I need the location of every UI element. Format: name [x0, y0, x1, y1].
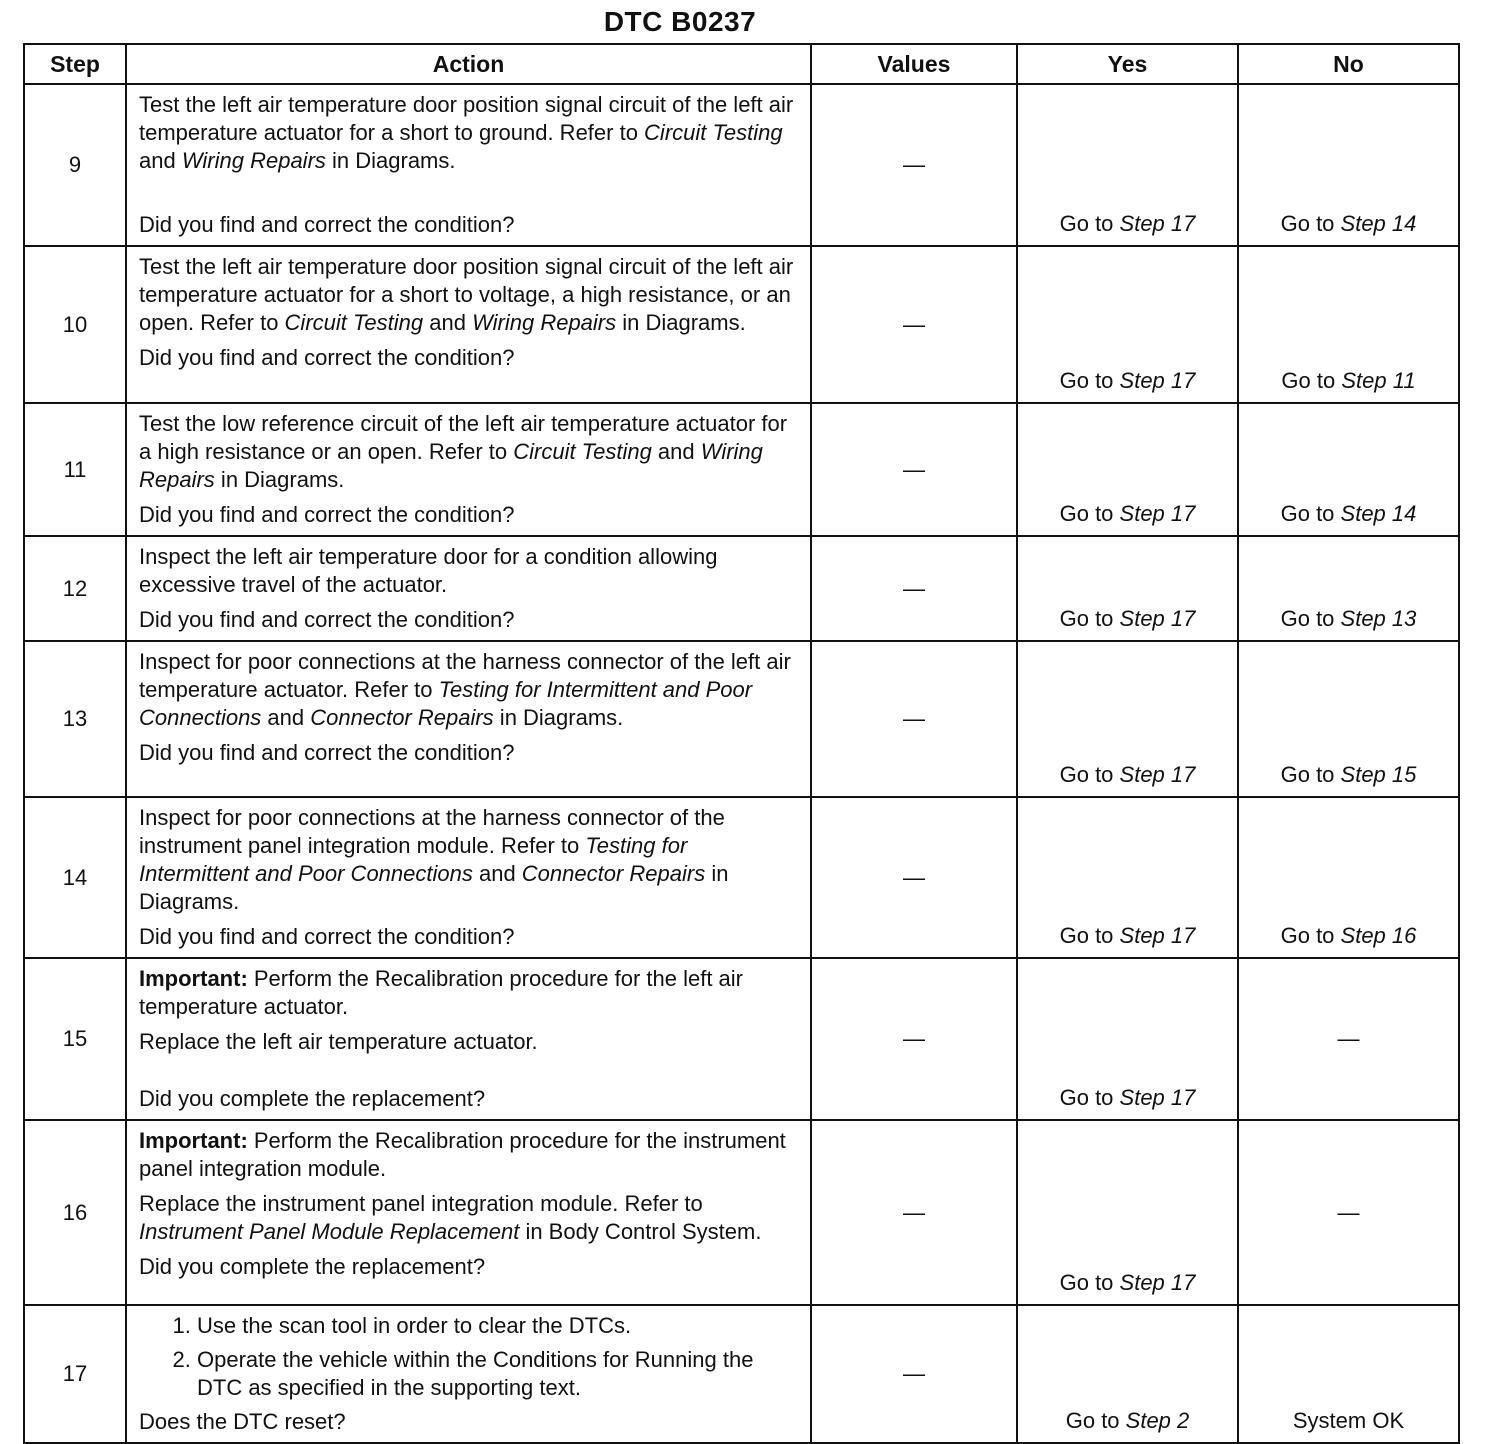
- no-cell: Go to Step 15: [1238, 641, 1459, 797]
- values-cell: —: [811, 1305, 1017, 1443]
- action-text: Inspect for poor connections at the harness connector of the left air temperature actuator. Refer to Testing for Intermittent and Poor Connections and Connector Repairs in Diagrams.: [139, 649, 791, 730]
- no-cell: Go to Step 14: [1238, 403, 1459, 536]
- action-cell: [126, 641, 811, 797]
- action-cell: [126, 797, 811, 958]
- table-row: [24, 958, 1459, 1120]
- action-text: Replace the instrument panel integration module. Refer to Instrument Panel Module Replacement in Body Control System.: [139, 1191, 762, 1244]
- action-text: Replace the left air temperature actuator.: [139, 1029, 538, 1054]
- no-cell: —: [1238, 1120, 1459, 1305]
- step-number: 12: [24, 536, 126, 641]
- table-row: [24, 797, 1459, 958]
- table-row: [24, 84, 1459, 246]
- header-step: Step: [24, 44, 126, 84]
- yes-cell: Go to Step 2: [1017, 1305, 1238, 1443]
- step-number: 10: [24, 246, 126, 403]
- step-number: 14: [24, 797, 126, 958]
- yes-cell: Go to Step 17: [1017, 84, 1238, 246]
- table-row: [24, 536, 1459, 641]
- header-values: Values: [811, 44, 1017, 84]
- step-number: 15: [24, 958, 126, 1120]
- list-item: 1. Use the scan tool in order to clear the DTCs.: [197, 1312, 800, 1340]
- action-cell: [126, 84, 811, 246]
- yes-cell: Go to Step 17: [1017, 958, 1238, 1120]
- table-row: [24, 403, 1459, 536]
- values-cell: —: [811, 403, 1017, 536]
- list-item: 2. Operate the vehicle within the Conditions for Running the DTC as specified in the supporting text.: [197, 1346, 800, 1402]
- important-note: Important: Perform the Recalibration procedure for the instrument panel integration module.: [139, 1128, 786, 1181]
- action-question: Did you find and correct the condition?: [139, 502, 515, 527]
- action-question: Did you find and correct the condition?: [139, 740, 515, 765]
- action-cell: [126, 958, 811, 1120]
- no-cell: System OK: [1238, 1305, 1459, 1443]
- no-cell: Go to Step 14: [1238, 84, 1459, 246]
- action-text: Test the left air temperature door position signal circuit of the left air temperature actuator for a short to voltage, a high resistance, or an open. Refer to Circuit Testing and Wiring Repairs in Diagrams.: [139, 254, 794, 335]
- table-row: [24, 641, 1459, 797]
- action-question: Did you find and correct the condition?: [139, 924, 515, 949]
- action-text: Test the left air temperature door position signal circuit of the left air temperature actuator for a short to ground. Refer to Circuit Testing and Wiring Repairs in Diagrams.: [139, 92, 794, 173]
- yes-cell: Go to Step 17: [1017, 1120, 1238, 1305]
- header-yes: Yes: [1017, 44, 1238, 84]
- step-number: 11: [24, 403, 126, 536]
- no-cell: Go to Step 16: [1238, 797, 1459, 958]
- values-cell: —: [811, 246, 1017, 403]
- yes-cell: Go to Step 17: [1017, 797, 1238, 958]
- action-question: Does the DTC reset?: [139, 1409, 346, 1434]
- step-number: 16: [24, 1120, 126, 1305]
- yes-cell: Go to Step 17: [1017, 246, 1238, 403]
- values-cell: —: [811, 84, 1017, 246]
- header-action: Action: [126, 44, 811, 84]
- action-question: Did you find and correct the condition?: [139, 345, 515, 370]
- no-cell: Go to Step 11: [1238, 246, 1459, 403]
- action-question: Did you complete the replacement?: [139, 1254, 486, 1279]
- step-number: 9: [24, 84, 126, 246]
- action-text: Inspect for poor connections at the harness connector of the instrument panel integration module. Refer to Testing for Intermittent and Poor Connections and Connector Repairs in Diagrams.: [139, 805, 729, 914]
- table-row: [24, 246, 1459, 403]
- action-text: Inspect the left air temperature door for a condition allowing excessive travel of the actuator.: [139, 544, 718, 597]
- header-no: No: [1238, 44, 1459, 84]
- action-cell: [126, 1305, 811, 1443]
- no-cell: Go to Step 13: [1238, 536, 1459, 641]
- action-text: Test the low reference circuit of the left air temperature actuator for a high resistance or an open. Refer to Circuit Testing and Wiring Repairs in Diagrams.: [139, 411, 788, 492]
- values-cell: —: [811, 958, 1017, 1120]
- yes-cell: Go to Step 17: [1017, 403, 1238, 536]
- table-row: [24, 1305, 1459, 1443]
- action-cell: [126, 536, 811, 641]
- values-cell: —: [811, 797, 1017, 958]
- dtc-table: [23, 43, 1460, 1444]
- no-cell: —: [1238, 958, 1459, 1120]
- yes-cell: Go to Step 17: [1017, 536, 1238, 641]
- action-cell: [126, 1120, 811, 1305]
- procedure-list: [139, 1312, 800, 1402]
- action-question: Did you find and correct the condition?: [139, 212, 515, 237]
- values-cell: —: [811, 1120, 1017, 1305]
- header-row: [24, 44, 1459, 84]
- important-note: Important: Perform the Recalibration procedure for the left air temperature actuator.: [139, 966, 744, 1019]
- step-number: 13: [24, 641, 126, 797]
- values-cell: —: [811, 641, 1017, 797]
- action-cell: [126, 246, 811, 403]
- table-row: [24, 1120, 1459, 1305]
- page-title: DTC B0237: [603, 6, 757, 37]
- action-question: Did you find and correct the condition?: [139, 607, 515, 632]
- action-question: Did you complete the replacement?: [139, 1086, 486, 1111]
- action-cell: [126, 403, 811, 536]
- step-number: 17: [24, 1305, 126, 1443]
- values-cell: —: [811, 536, 1017, 641]
- yes-cell: Go to Step 17: [1017, 641, 1238, 797]
